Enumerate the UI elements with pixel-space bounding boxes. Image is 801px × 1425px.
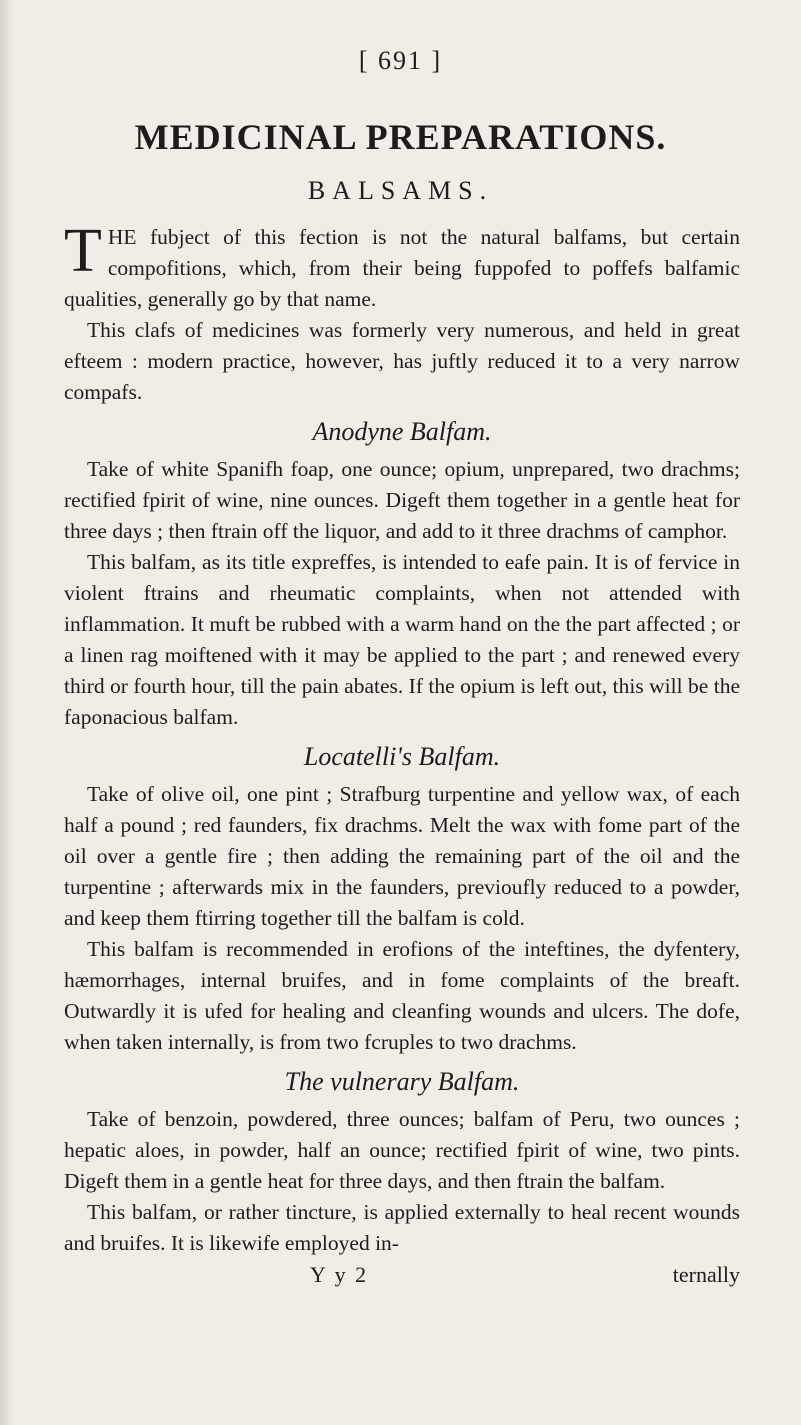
page-number: [ 691 ] xyxy=(358,46,443,75)
body-text xyxy=(64,217,740,1290)
recipe-paragraph: Take of white Spanifh foap, one ounce; opium, unprepared, two drachms; rectified fpirit of wine, nine ounces. Digeft them together in a gentle heat for three days ; then ftrain off the liquor, and add to it three drachms of camphor. xyxy=(64,457,740,543)
signature-mark: Y y 2 xyxy=(310,1262,369,1287)
recipe-paragraph: This balfam is recommended in erofions of the inteftines, the dyfentery, hæmorrhages, internal bruifes, and in fome complaints of the breaft. Outwardly it is ufed for healing and cleanfing wounds and ulcers. The dofe, when taken internally, is from two fcruples to two drachms. xyxy=(64,937,740,1054)
recipe-heading-vulnerary: The vulnerary Balfam. xyxy=(284,1067,520,1096)
catchword: ternally xyxy=(672,1262,740,1287)
intro-paragraph-1-text: HE fubject of this fection is not the natural balfams, but certain compofitions, which, from their being fuppofed to poffefs balfamic qualities, generally go by that name. xyxy=(64,225,740,311)
intro-paragraph-1 xyxy=(64,217,740,315)
intro-paragraph-2: This clafs of medicines was formerly very numerous, and held in great efteem : modern practice, however, has juftly reduced it to a very narrow compafs. xyxy=(64,318,740,404)
recipe-heading-locatelli: Locatelli's Balfam. xyxy=(303,742,501,771)
recipe-paragraph: Take of benzoin, powdered, three ounces; balfam of Peru, two ounces ; hepatic aloes, in powder, half an ounce; rectified fpirit of wine, two pints. Digeft them in a gentle heat for three days, and then ftrain the balfam. xyxy=(64,1107,740,1193)
page-title: MEDICINAL PREPARATIONS. xyxy=(134,117,667,157)
recipe-paragraph: This balfam, as its title expreffes, is intended to eafe pain. It is of fervice in violent ftrains and rheumatic complaints, when not attended with inflammation. It muft be rubbed with a warm hand on the the part affected ; or a linen rag moiftened with it may be applied to the part ; and renewed every third or fourth hour, till the pain abates. If the opium is left out, this will be the faponacious balfam. xyxy=(64,550,740,729)
recipe-paragraph: This balfam, or rather tincture, is applied externally to heal recent wounds and bruifes. It is likewife employed in- xyxy=(64,1200,740,1255)
recipe-heading-anodyne: Anodyne Balfam. xyxy=(312,417,492,446)
drop-cap: T xyxy=(64,217,102,285)
recipe-paragraph: Take of olive oil, one pint ; Strafburg turpentine and yellow wax, of each half a pound ; red faunders, fix drachms. Melt the wax with fome part of the oil over a gentle fire ; then adding the remaining part of the oil and the turpentine ; afterwards mix in the faunders, previoufly reduced to a powder, and keep them ftirring together till the balfam is cold. xyxy=(64,782,740,930)
page-footer xyxy=(64,1259,740,1290)
binding-gutter xyxy=(0,0,14,1425)
section-heading: BALSAMS. xyxy=(307,176,494,205)
